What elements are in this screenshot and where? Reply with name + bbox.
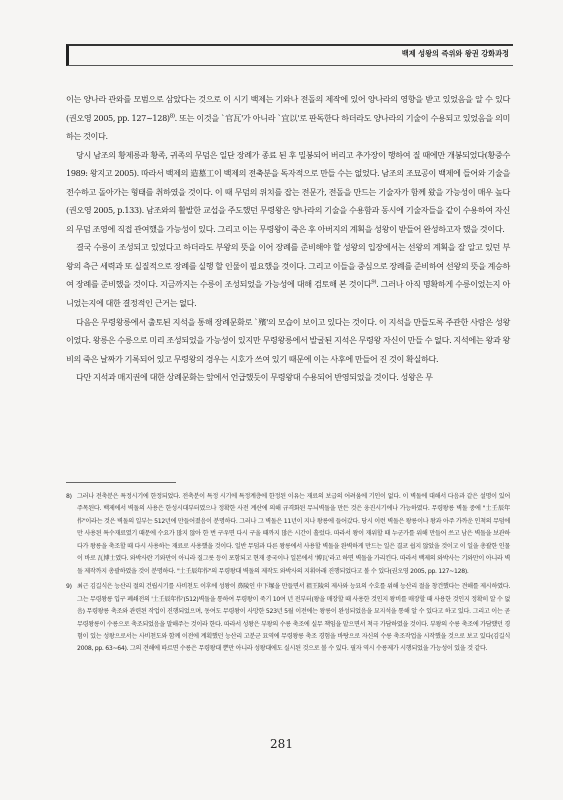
page-number: 281 [270, 737, 293, 751]
paragraph: 이는 양나라 관와를 모범으로 삼았다는 것으로 이 시기 백제는 기와나 전돌의 제작에 있어 양나라의 영향을 받고 있었음을 알 수 있다(권오영 2005, pp. 127~128)$^{8)}$. 또는 이것을 `官瓦'가 아니라 `宜以'로 판독한다 하더라도 양나라의 기술이 수용되고 있었음을 의미하는 것이다. [66, 94, 510, 142]
footnote-ref[interactable]: 8) [169, 112, 175, 119]
footnote-text: 최근 김길식은 능산리 절의 건립시기를 사비천도 이후에 성왕이 鼻陵인 中下塚을 만들면서 祖王陵의 제사와 능묘의 수호를 위해 능산리 절을 창건했다는 견해를 제시하였다. 그는 무령왕릉 입구 폐쇄전의 '土壬辰年作'(512)벽돌을 통하여 무령왕이 죽기 10여 년 전부터(왕을 매장할 때 사용한 것인지 왕비를 매장할 때 사용한 것인지 정확히 알 수 없음) 무령왕릉 축조와 관련된 작업이 진행되었으며, 동여도 무령왕이 사망한 523년 5월 이전에는 왕릉이 완성되었음을 묘지석을 통해 알 수 있다고 하고 있다. 그리고 이는 곧 무령왕릉이 수릉으로 축조되었음을 말해주는 것이라 한다. 따라서 성왕은 부왕의 수릉 축조에 실무 책임을 맡으면서 척극 가담하였을 것이다. 부왕의 수릉 축조에 가담했던 경험이 있는 성왕으로서는 사비천도와 함께 이전에 계획했던 능산리 고분군 묘역에 무령왕릉 축조 경험을 바탕으로 자신의 수릉 축조작업을 시작했을 것으로 보고 있다(김길식 2008, pp. 63~64). 그의 견해에 따르면 수릉은 무령왕대 뿐만 아니라 성왕대에도 실시된 것으로 볼 수 있다. 필자 역시 수릉제가 시행되었을 가능성이 있을 것 같다. [77, 583, 510, 653]
paragraph: 결국 수릉이 조성되고 있었다고 하더라도 부왕의 뜻을 이어 장례를 준비해야 할 성왕의 입장에서는 선왕의 계획을 잘 알고 있던 부왕의 측근 세력과 또 실질적으로 장례를 실행 할 인물이 필요했을 것이다. 그리고 이들을 중심으로 장례를 준비하여 선왕의 뜻을 계승하여 장례를 준비했을 것이다. 지금까지는 수릉이 조성되었을 가능성에 대해 검토해 본 것이다$^{9)}$. 그러나 아직 명확하게 수릉이었는지 아니었는지에 대한 결정적인 근거는 없다. [66, 242, 510, 309]
footnote [66, 491, 510, 578]
header-title: 백제 성왕의 즉위와 왕권 강화과정 [401, 49, 509, 58]
main-text [66, 90, 510, 387]
footnote-number: 9) [66, 583, 72, 591]
footnotes [66, 491, 510, 659]
paragraph: 당시 남조의 황제릉과 황족, 귀족의 무덤은 일단 장례가 종료 된 후 밀봉되어 버리고 추가장이 행하여 질 때에만 개봉되었다(황중수 1989: 왕지고 2005). 따라서 백제의 造墓工이 백제의 전축분을 독자적으로 만들 수는 없었다. 남조의 조묘공이 백제에 들어와 기술을 전수하고 돌아가는 형태를 취하였을 것이다. 이 때 무덤의 위치를 잡는 전문가, 전돌을 만드는 기술자가 함께 왔을 가능성이 매우 높다(권오영 2005, p.133). 남조와의 활발한 교섭을 주도했던 무령왕은 양나라의 기술을 수용함과 동시에 기술자들을 같이 수용하여 자신의 무덤 조영에 직접 관여했을 가능성이 있다. 그리고 이는 무령왕이 죽은 후 아버지의 계획을 성왕이 받들어 완성하고자 했을 것이다. [66, 149, 510, 234]
footnote-text: 그러나 전축분은 특정시기에 한정되었다. 전축분이 특정 시기에 특정계층에 한정된 이유는 재료의 보급의 어려움에 기인이 없다. 이 벽돌에 대해서 다음과 같은 설명이 있어 주목된다. 백제에서 벽돌의 사용은 한성시대부터였으나 정확한 사전 계산에 의해 규격화된 무늬벽돌을 만든 것은 웅진시기에나 가능하였다. 무령왕릉 벽돌 중에 "土壬辰年作"이라는 것은 벽돌의 일부는 512년에 만들어졌음이 분명하다. 그러나 그 벽돌은 11년이 지나 왕릉에 들어갔다. 당시 이런 벽돌은 왕릉이나 왕과 아주 가까운 인척의 무덤에만 사용된 특수재료였기 때문에 수요가 많지 않아 한 번 구우면 다시 구울 때까지 많은 시간이 흘렀다. 따라서 왕이 재위할 때 누군가를 위해 만들어 쓰고 남은 벽돌을 보관하다가 왕릉을 축조할 때 다시 사용하는 재료로 사용했을 것이다. 일반 무덤과 다른 왕릉에서 사용할 벽돌을 완벽하게 만드는 일은 결코 쉽지 않았을 것이고 이 일을 총괄한 인물이 바로 瓦博士였다. 와박사란 기와만이 아니라 질그릇 등이 포함되고 현재 중국이나 일본에서 '博瓦'라고 하면 벽돌을 가리킨다. 따라서 백제의 와박사는 기와만이 아니라 벽돌 제작까지 총괄하였을 것이 분명하다. "土壬辰年作"의 무령왕대 벽돌의 제작도 와박사의 지휘아래 진행되었다고 볼 수 있다(권오영 2005, pp. 127~128). [77, 493, 510, 575]
footnote-ref[interactable]: 9) [371, 279, 377, 286]
paragraph: 다만 지석과 매지권에 대한 상례문화는 앞에서 언급했듯이 무령왕대 수용되어 반영되었을 것이다. 성왕은 무 [76, 372, 433, 383]
running-header [66, 44, 513, 66]
footnote [66, 581, 510, 656]
paragraph: 다음은 무령왕릉에서 출토된 지석을 통해 장례문화로 `殯'의 모습이 보이고 있다는 것이다. 이 지석을 만들도록 주관한 사람은 성왕이었다. 왕릉은 수릉으로 미리 조성되었을 가능성이 있지만 무령왕릉에서 발굴된 지석은 무령왕 자신이 만들 수 없다. 지석에는 왕과 왕비의 죽은 날짜가 기록되어 있고 무령왕의 경우는 시호가 쓰여 있기 때문에 이는 사후에 만들어 진 것이 확실하다. [66, 316, 510, 364]
footnote-number: 8) [66, 493, 72, 500]
footnote-divider [66, 482, 176, 483]
